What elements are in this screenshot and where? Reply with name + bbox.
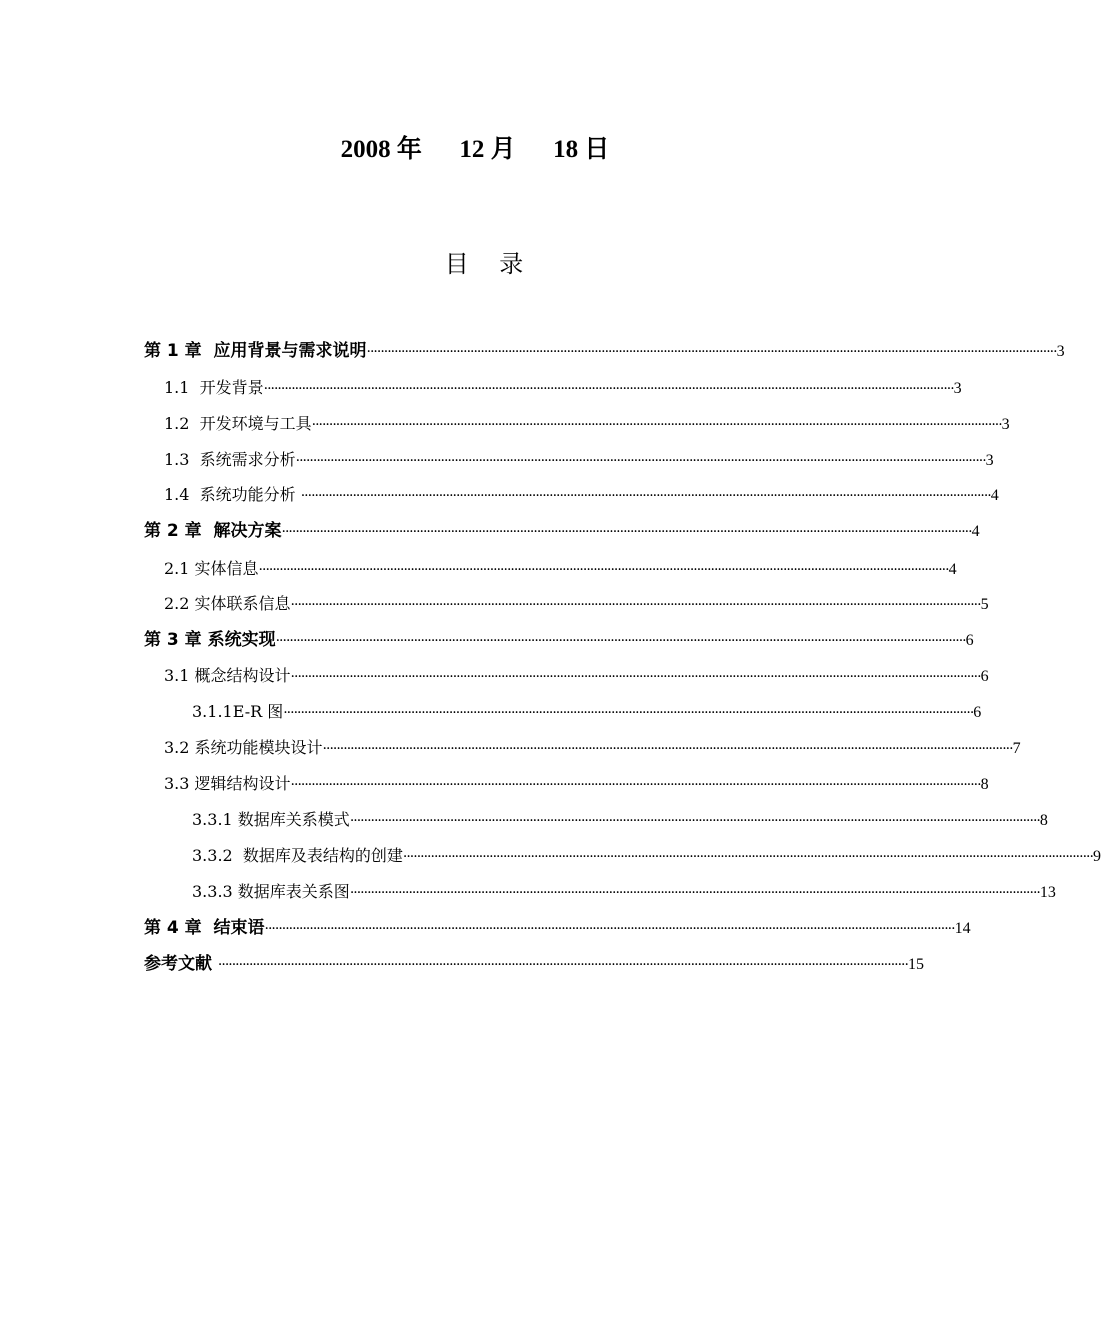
toc-leader-dots: ········································································································································································································ bbox=[349, 813, 1040, 829]
toc-entry-label: 2.1 实体信息 bbox=[164, 559, 259, 578]
toc-leader-dots: ········································································································································································································ bbox=[290, 777, 981, 793]
toc-page-number: 6 bbox=[980, 668, 989, 685]
toc-leader-dots: ········································································································································································································ bbox=[300, 488, 991, 504]
toc-entry-label: 第 3 章 系统实现 bbox=[144, 630, 276, 650]
toc-entry-label: 1.3 系统需求分析 bbox=[164, 450, 296, 469]
toc-page-number: 15 bbox=[907, 956, 924, 973]
toc-leader-dots: ········································································································································································································ bbox=[311, 417, 1002, 433]
toc-entry-label: 3.3.2 数据库及表结构的创建 bbox=[192, 846, 403, 865]
toc-entry-label: 1.1 开发背景 bbox=[164, 378, 264, 397]
toc-leader-dots: ········································································································································································································ bbox=[290, 669, 981, 685]
toc-entry-3-3-2[interactable] bbox=[192, 842, 1101, 870]
toc-page-number: 3 bbox=[1001, 416, 1010, 433]
toc-entry-chapter-3[interactable] bbox=[144, 626, 974, 654]
toc-page-number: 13 bbox=[1039, 884, 1056, 901]
toc-entry-label: 3.3.3 数据库表关系图 bbox=[192, 882, 350, 901]
toc-entry-3-1[interactable] bbox=[164, 662, 989, 690]
toc-page-number: 14 bbox=[954, 920, 971, 937]
toc-entry-label: 3.3.1 数据库关系模式 bbox=[192, 810, 350, 829]
toc-entry-label: 3.1 概念结构设计 bbox=[164, 666, 291, 685]
toc-entry-label: 第 1 章 应用背景与需求说明 bbox=[144, 341, 367, 361]
toc-entry-1-2[interactable] bbox=[164, 410, 1010, 438]
toc-leader-dots: ········································································································································································································ bbox=[281, 524, 972, 540]
toc-page-number: 3 bbox=[953, 380, 962, 397]
toc-entry-3-3-1[interactable] bbox=[192, 806, 1048, 834]
toc-leader-dots: ········································································································································································································ bbox=[275, 633, 966, 649]
toc-page-number: 7 bbox=[1012, 740, 1021, 757]
toc-entry-1-3[interactable] bbox=[164, 446, 994, 474]
toc-entry-chapter-2[interactable] bbox=[144, 517, 980, 545]
toc-entry-label: 1.4 系统功能分析 bbox=[164, 485, 301, 504]
toc-entry-1-1[interactable] bbox=[164, 374, 962, 402]
toc-entry-label: 3.1.1E-R 图 bbox=[192, 702, 284, 721]
toc-entry-label: 第 4 章 结束语 bbox=[144, 918, 265, 938]
toc-page-number: 6 bbox=[965, 632, 974, 649]
toc-page-number: 8 bbox=[1039, 812, 1048, 829]
toc-entry-3-3-3[interactable] bbox=[192, 878, 1056, 906]
document-date: 2008 年 12 月 18 日 bbox=[340, 136, 610, 163]
toc-entry-label: 第 2 章 解决方案 bbox=[144, 521, 282, 541]
toc-page-number: 8 bbox=[980, 776, 989, 793]
toc-entry-chapter-4[interactable] bbox=[144, 914, 971, 942]
toc-entry-label: 3.3 逻辑结构设计 bbox=[164, 774, 291, 793]
toc-entry-2-1[interactable] bbox=[164, 555, 957, 583]
toc-leader-dots: ········································································································································································································ bbox=[258, 562, 949, 578]
toc-entry-label: 3.2 系统功能模块设计 bbox=[164, 738, 323, 757]
toc-leader-dots: ········································································································································································································ bbox=[263, 381, 954, 397]
toc-leader-dots: ········································································································································································································ bbox=[217, 957, 908, 973]
toc-leader-dots: ········································································································································································································ bbox=[402, 849, 1093, 865]
toc-page-number: 5 bbox=[980, 596, 989, 613]
toc-leader-dots: ········································································································································································································ bbox=[290, 597, 981, 613]
toc-entry-3-2[interactable] bbox=[164, 734, 1021, 762]
toc-leader-dots: ········································································································································································································ bbox=[264, 921, 955, 937]
toc-page-number: 4 bbox=[990, 487, 999, 504]
toc-page-number: 4 bbox=[971, 523, 980, 540]
toc-leader-dots: ········································································································································································································ bbox=[295, 453, 986, 469]
toc-page-number: 9 bbox=[1092, 848, 1101, 865]
toc-entry-chapter-1[interactable] bbox=[144, 337, 1065, 365]
toc-entry-label: 1.2 开发环境与工具 bbox=[164, 414, 312, 433]
toc-entry-label: 2.2 实体联系信息 bbox=[164, 594, 291, 613]
toc-entry-label: 参考文献 bbox=[144, 954, 218, 974]
toc-leader-dots: ········································································································································································································ bbox=[349, 885, 1040, 901]
toc-page-number: 4 bbox=[948, 561, 957, 578]
toc-entry-3-3[interactable] bbox=[164, 770, 989, 798]
toc-page-number: 3 bbox=[985, 452, 994, 469]
toc-leader-dots: ········································································································································································································ bbox=[283, 705, 974, 721]
toc-leader-dots: ········································································································································································································ bbox=[322, 741, 1013, 757]
toc-entry-3-1-1[interactable] bbox=[192, 698, 982, 726]
toc-leader-dots: ········································································································································································································ bbox=[366, 344, 1057, 360]
toc-page-number: 3 bbox=[1056, 343, 1065, 360]
toc-entry-references[interactable] bbox=[144, 950, 924, 978]
toc-entry-1-4[interactable] bbox=[164, 481, 999, 509]
toc-title: 目 录 bbox=[444, 250, 524, 278]
toc-entry-2-2[interactable] bbox=[164, 590, 989, 618]
toc-page-number: 6 bbox=[973, 704, 982, 721]
